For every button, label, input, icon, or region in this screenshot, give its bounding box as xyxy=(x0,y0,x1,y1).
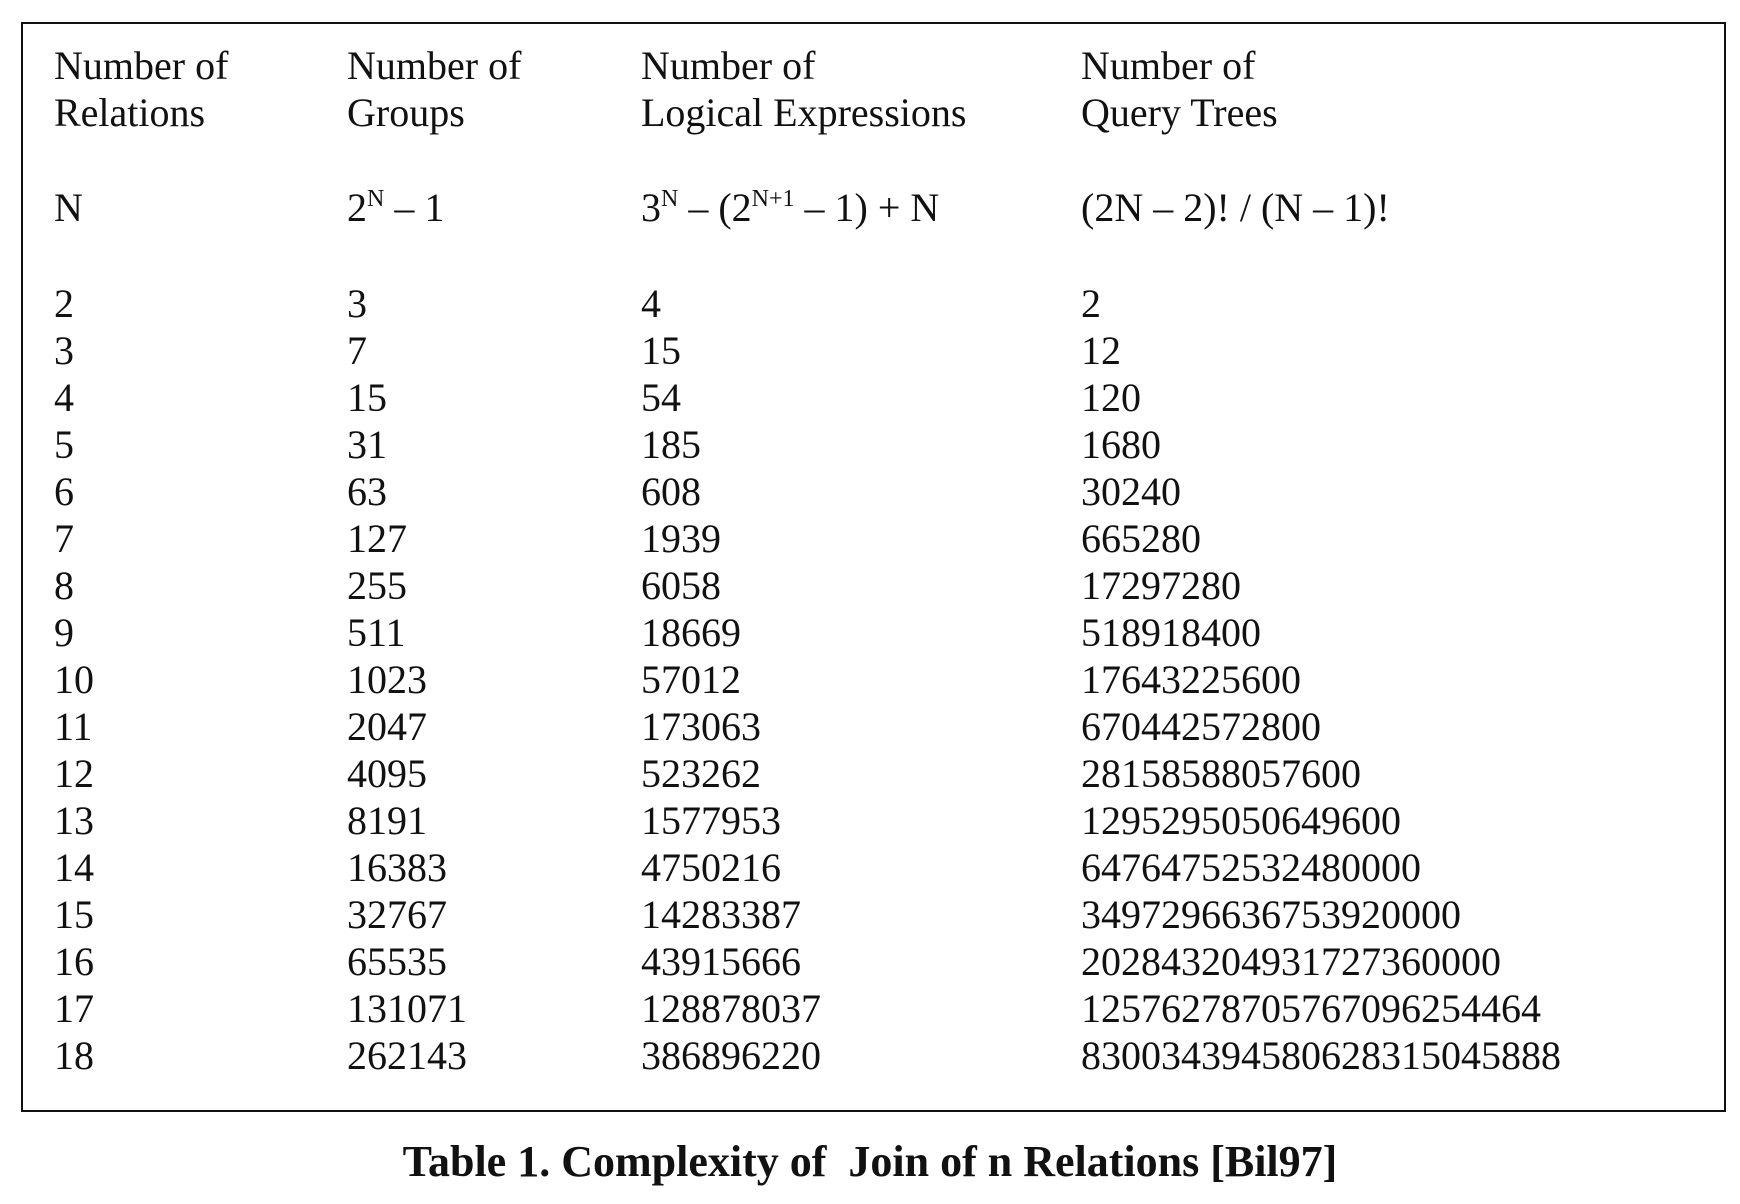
table-cell: 8 xyxy=(54,563,74,608)
table-cell: 2 xyxy=(54,281,74,326)
table-cell: 17643225600 xyxy=(1081,657,1301,702)
table-cell: 1939 xyxy=(641,516,721,561)
header-line-1: Number of xyxy=(1081,43,1256,88)
formula-base: (2N – 2)! / (N – 1)! xyxy=(1081,185,1390,230)
table-cell: 4 xyxy=(54,375,74,420)
table-cell: 128878037 xyxy=(641,986,821,1031)
header-line-2: Groups xyxy=(347,90,465,135)
table-cell: 7 xyxy=(54,516,74,561)
formula-superscript-2: N+1 xyxy=(751,186,795,212)
table-cell: 202843204931727360000 xyxy=(1081,939,1501,984)
table-cell: 6058 xyxy=(641,563,721,608)
column-header xyxy=(347,42,521,136)
table-cell: 173063 xyxy=(641,704,761,749)
table-cell: 4750216 xyxy=(641,845,781,890)
table-cell: 4095 xyxy=(347,751,427,796)
column-header xyxy=(641,42,967,136)
column-header xyxy=(54,42,228,136)
formula-base: N xyxy=(54,185,83,230)
table-cell: 15 xyxy=(641,328,681,373)
header-line-1: Number of xyxy=(347,43,522,88)
column-values xyxy=(1081,280,1561,1079)
table-cell: 32767 xyxy=(347,892,447,937)
formula-base: 3 xyxy=(641,185,661,230)
table-cell: 1577953 xyxy=(641,798,781,843)
column-formula xyxy=(1081,184,1390,231)
table-cell: 4 xyxy=(641,281,661,326)
column-formula xyxy=(347,184,444,231)
table-cell: 18669 xyxy=(641,610,741,655)
table-cell: 16 xyxy=(54,939,94,984)
table-cell: 16383 xyxy=(347,845,447,890)
table-cell: 15 xyxy=(347,375,387,420)
table-cell: 131071 xyxy=(347,986,467,1031)
table-cell: 17 xyxy=(54,986,94,1031)
table-cell: 9 xyxy=(54,610,74,655)
table-cell: 608 xyxy=(641,469,701,514)
table-cell: 670442572800 xyxy=(1081,704,1321,749)
column-values xyxy=(54,280,94,1079)
formula-superscript: N xyxy=(661,186,679,212)
table-cell: 54 xyxy=(641,375,681,420)
formula-rest: – 1 xyxy=(384,185,445,230)
table-cell: 31 xyxy=(347,422,387,467)
table-cell: 15 xyxy=(54,892,94,937)
table-cell: 1680 xyxy=(1081,422,1161,467)
header-line-2: Logical Expressions xyxy=(641,90,967,135)
table-cell: 262143 xyxy=(347,1033,467,1078)
table-cell: 10 xyxy=(54,657,94,702)
table-cell: 2 xyxy=(1081,281,1101,326)
table-cell: 523262 xyxy=(641,751,761,796)
table-cell: 255 xyxy=(347,563,407,608)
table-cell: 65535 xyxy=(347,939,447,984)
table-cell: 28158588057600 xyxy=(1081,751,1361,796)
column-formula xyxy=(641,184,939,231)
header-line-2: Query Trees xyxy=(1081,90,1278,135)
header-line-1: Number of xyxy=(54,43,229,88)
column-values xyxy=(347,280,467,1079)
table-cell: 17297280 xyxy=(1081,563,1241,608)
table-cell: 511 xyxy=(347,610,406,655)
table-cell: 2047 xyxy=(347,704,427,749)
header-line-2: Relations xyxy=(54,90,206,135)
table-cell: 6 xyxy=(54,469,74,514)
formula-rest-2: – 1) + N xyxy=(794,185,940,230)
table-cell: 1023 xyxy=(347,657,427,702)
table-cell: 13 xyxy=(54,798,94,843)
formula-base: 2 xyxy=(347,185,367,230)
table-cell: 63 xyxy=(347,469,387,514)
table-caption: Table 1. Complexity of Join of n Relations [Bil97] xyxy=(402,1137,1338,1186)
table-cell: 5 xyxy=(54,422,74,467)
table-cell: 120 xyxy=(1081,375,1141,420)
formula-rest: – (2 xyxy=(678,185,752,230)
complexity-table xyxy=(21,22,1726,1112)
table-cell: 127 xyxy=(347,516,407,561)
table-cell: 57012 xyxy=(641,657,741,702)
table-cell: 3497296636753920000 xyxy=(1081,892,1461,937)
table-cell: 30240 xyxy=(1081,469,1181,514)
table-cell: 12 xyxy=(54,751,94,796)
table-cell: 12576278705767096254464 xyxy=(1081,986,1541,1031)
table-cell: 14 xyxy=(54,845,94,890)
table-cell: 7 xyxy=(347,328,367,373)
table-cell: 830034394580628315045888 xyxy=(1081,1033,1561,1078)
table-cell: 64764752532480000 xyxy=(1081,845,1421,890)
header-line-1: Number of xyxy=(641,43,816,88)
formula-superscript: N xyxy=(367,186,385,212)
table-cell: 1295295050649600 xyxy=(1081,798,1401,843)
table-cell: 18 xyxy=(54,1033,94,1078)
table-cell: 43915666 xyxy=(641,939,801,984)
table-cell: 8191 xyxy=(347,798,427,843)
table-cell: 12 xyxy=(1081,328,1121,373)
table-cell: 14283387 xyxy=(641,892,801,937)
column-header xyxy=(1081,42,1278,136)
table-cell: 518918400 xyxy=(1081,610,1261,655)
table-cell: 11 xyxy=(54,704,93,749)
table-cell: 3 xyxy=(347,281,367,326)
table-cell: 3 xyxy=(54,328,74,373)
table-cell: 386896220 xyxy=(641,1033,821,1078)
column-formula xyxy=(54,184,83,231)
table-cell: 665280 xyxy=(1081,516,1201,561)
column-values xyxy=(641,280,821,1079)
table-cell: 185 xyxy=(641,422,701,467)
